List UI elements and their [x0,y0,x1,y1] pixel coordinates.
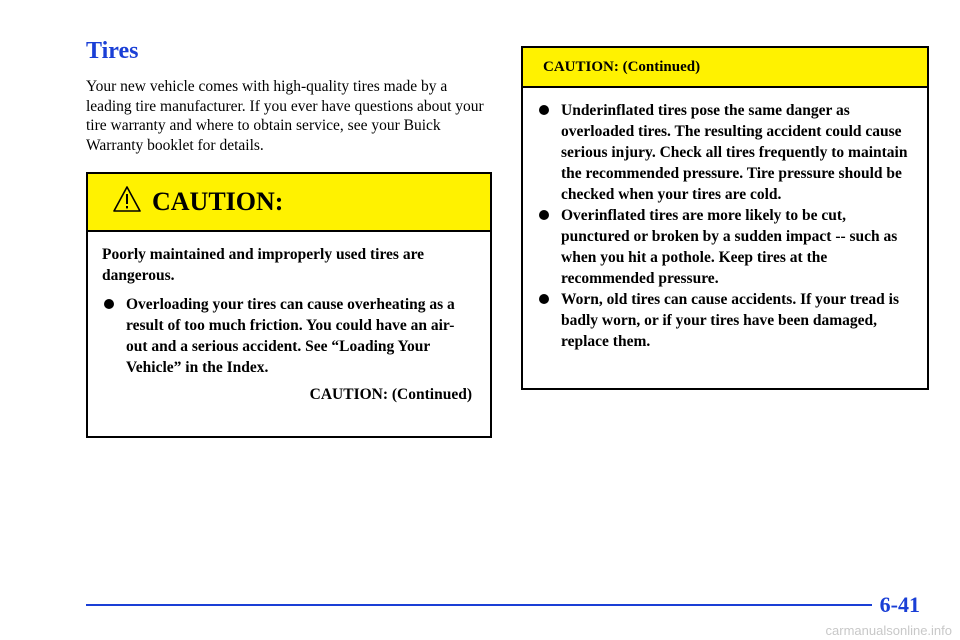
caution-body [88,232,490,405]
page-number: 6-41 [879,592,920,617]
bullet-item [537,205,911,289]
caution-continued-heading: CAUTION: (Continued) [543,58,701,75]
bullet-text: Worn, old tires can cause accidents. If your tread is badly worn, or if your tires have been damaged, replace them. [561,291,899,350]
page-title: Tires [86,38,139,64]
bullet-icon [539,210,549,220]
bullet-item [537,289,911,352]
warning-triangle-icon [112,185,142,213]
watermark: carmanualsonline.info [825,623,952,638]
caution-continued-label: CAUTION: (Continued) [309,386,472,403]
caution-intro: Poorly maintained and improperly used tires are dangerous. [102,246,425,284]
caution-bullets [102,294,474,378]
caution-heading: CAUTION: [152,187,284,216]
caution-header [88,174,490,232]
bullet-icon [104,299,114,309]
bullet-text: Overloading your tires can cause overheating as a result of too much friction. You could have an air-out and a serious accident. See “Loading Your Vehicle” in the Index. [126,296,455,376]
bullet-icon [539,294,549,304]
bullet-item [102,294,474,378]
footer-rule [86,604,872,606]
caution-body [523,88,927,352]
bullet-text: Overinflated tires are more likely to be cut, punctured or broken by a sudden impact -- such as when you hit a pothole. Keep tires at the recommended pressure. [561,207,898,287]
caution-bullets [537,100,911,352]
caution-continued-header [523,48,927,88]
caution-box-right [521,46,929,390]
bullet-item [537,100,911,205]
bullet-icon [539,105,549,115]
intro-paragraph: Your new vehicle comes with high-quality tires made by a leading tire manufacturer. If you ever have questions about your tire warranty and where to obtain service, see your Buick Warranty booklet for details. [86,78,484,154]
bullet-text: Underinflated tires pose the same danger as overloaded tires. The resulting accident could cause serious injury. Check all tires frequently to maintain the recommended pressure. Tire pressure should be checked when your tires are cold. [561,102,908,203]
caution-box-left [86,172,492,438]
